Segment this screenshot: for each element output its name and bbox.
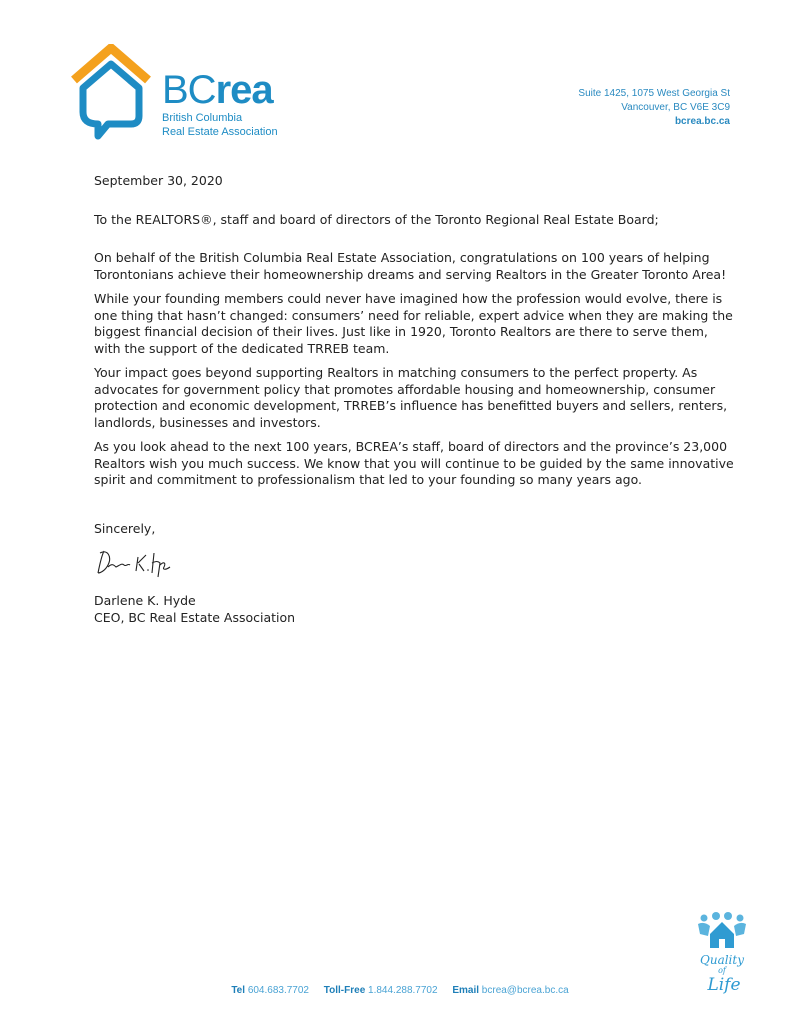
letter-paragraph-1: On behalf of the British Columbia Real Estate Association, congratulations on 100 years of helping Torontonians achieve their homeownership dreams and serving Realtors in the Greater Toronto Area! <box>94 250 727 282</box>
letter-date: September 30, 2020 <box>94 173 223 188</box>
house-logo-icon <box>70 44 152 140</box>
logo-subtitle-line2: Real Estate Association <box>162 126 278 138</box>
letter-paragraph-3: Your impact goes beyond supporting Realtors in matching consumers to the perfect property. As advocates for government policy that promotes affordable housing and homeownership, consumer protection and economic development, TRREB’s influence has benefitted buyers and sellers, renters, landlords, businesses and investors. <box>94 365 728 430</box>
signer-title: CEO, BC Real Estate Association <box>94 609 296 625</box>
handwritten-signature <box>94 543 734 583</box>
footer-email[interactable] <box>452 985 568 996</box>
footer-contact <box>0 985 800 996</box>
bcrea-logo <box>70 44 300 144</box>
address-block <box>578 87 730 129</box>
footer-tel[interactable] <box>231 985 309 996</box>
logo-wordmark: BCrea <box>162 68 273 112</box>
website-link[interactable]: bcrea.bc.ca <box>674 116 730 127</box>
footer-email-value: bcrea@bcrea.bc.ca <box>481 985 569 996</box>
letter-salutation: To the REALTORS®, staff and board of directors of the Toronto Regional Real Estate Board; <box>94 211 659 227</box>
footer-tel-label: Tel <box>231 985 246 996</box>
footer-tollfree-label: Toll-Free <box>323 985 366 996</box>
footer-tollfree[interactable] <box>324 985 438 996</box>
footer-tollfree-value: 1.844.288.7702 <box>368 985 438 996</box>
quality-of-life-logo <box>694 912 750 996</box>
letter-closing: Sincerely, <box>94 520 156 536</box>
letter-body <box>94 173 734 626</box>
address-line1: Suite 1425, 1075 West Georgia St <box>578 88 730 99</box>
qol-line2: of <box>718 966 726 975</box>
logo-subtitle-line1: British Columbia <box>162 112 243 124</box>
qol-line3: Life <box>707 975 741 995</box>
letter-paragraph-4: As you look ahead to the next 100 years, BCREA’s staff, board of directors and the province’s 23,000 Realtors wish you much success. We know that you will continue to be guided by the same innovative spirit and commitment to professionalism that led to your founding so many years ago. <box>94 439 734 487</box>
qol-line1: Quality <box>700 953 744 967</box>
letter-paragraph-2: While your founding members could never have imagined how the profession would evolve, there is one thing that hasn’t changed: consumers’ need for reliable, expert advice when they are making the biggest financial decision of their lives. Just like in 1920, Toronto Realtors are there to serve them, with the support of the dedicated TRREB team. <box>94 291 733 356</box>
address-line2: Vancouver, BC V6E 3C9 <box>621 102 730 113</box>
footer-email-label: Email <box>452 985 480 996</box>
signer-name: Darlene K. Hyde <box>94 593 196 608</box>
footer-tel-value: 604.683.7702 <box>247 985 309 996</box>
